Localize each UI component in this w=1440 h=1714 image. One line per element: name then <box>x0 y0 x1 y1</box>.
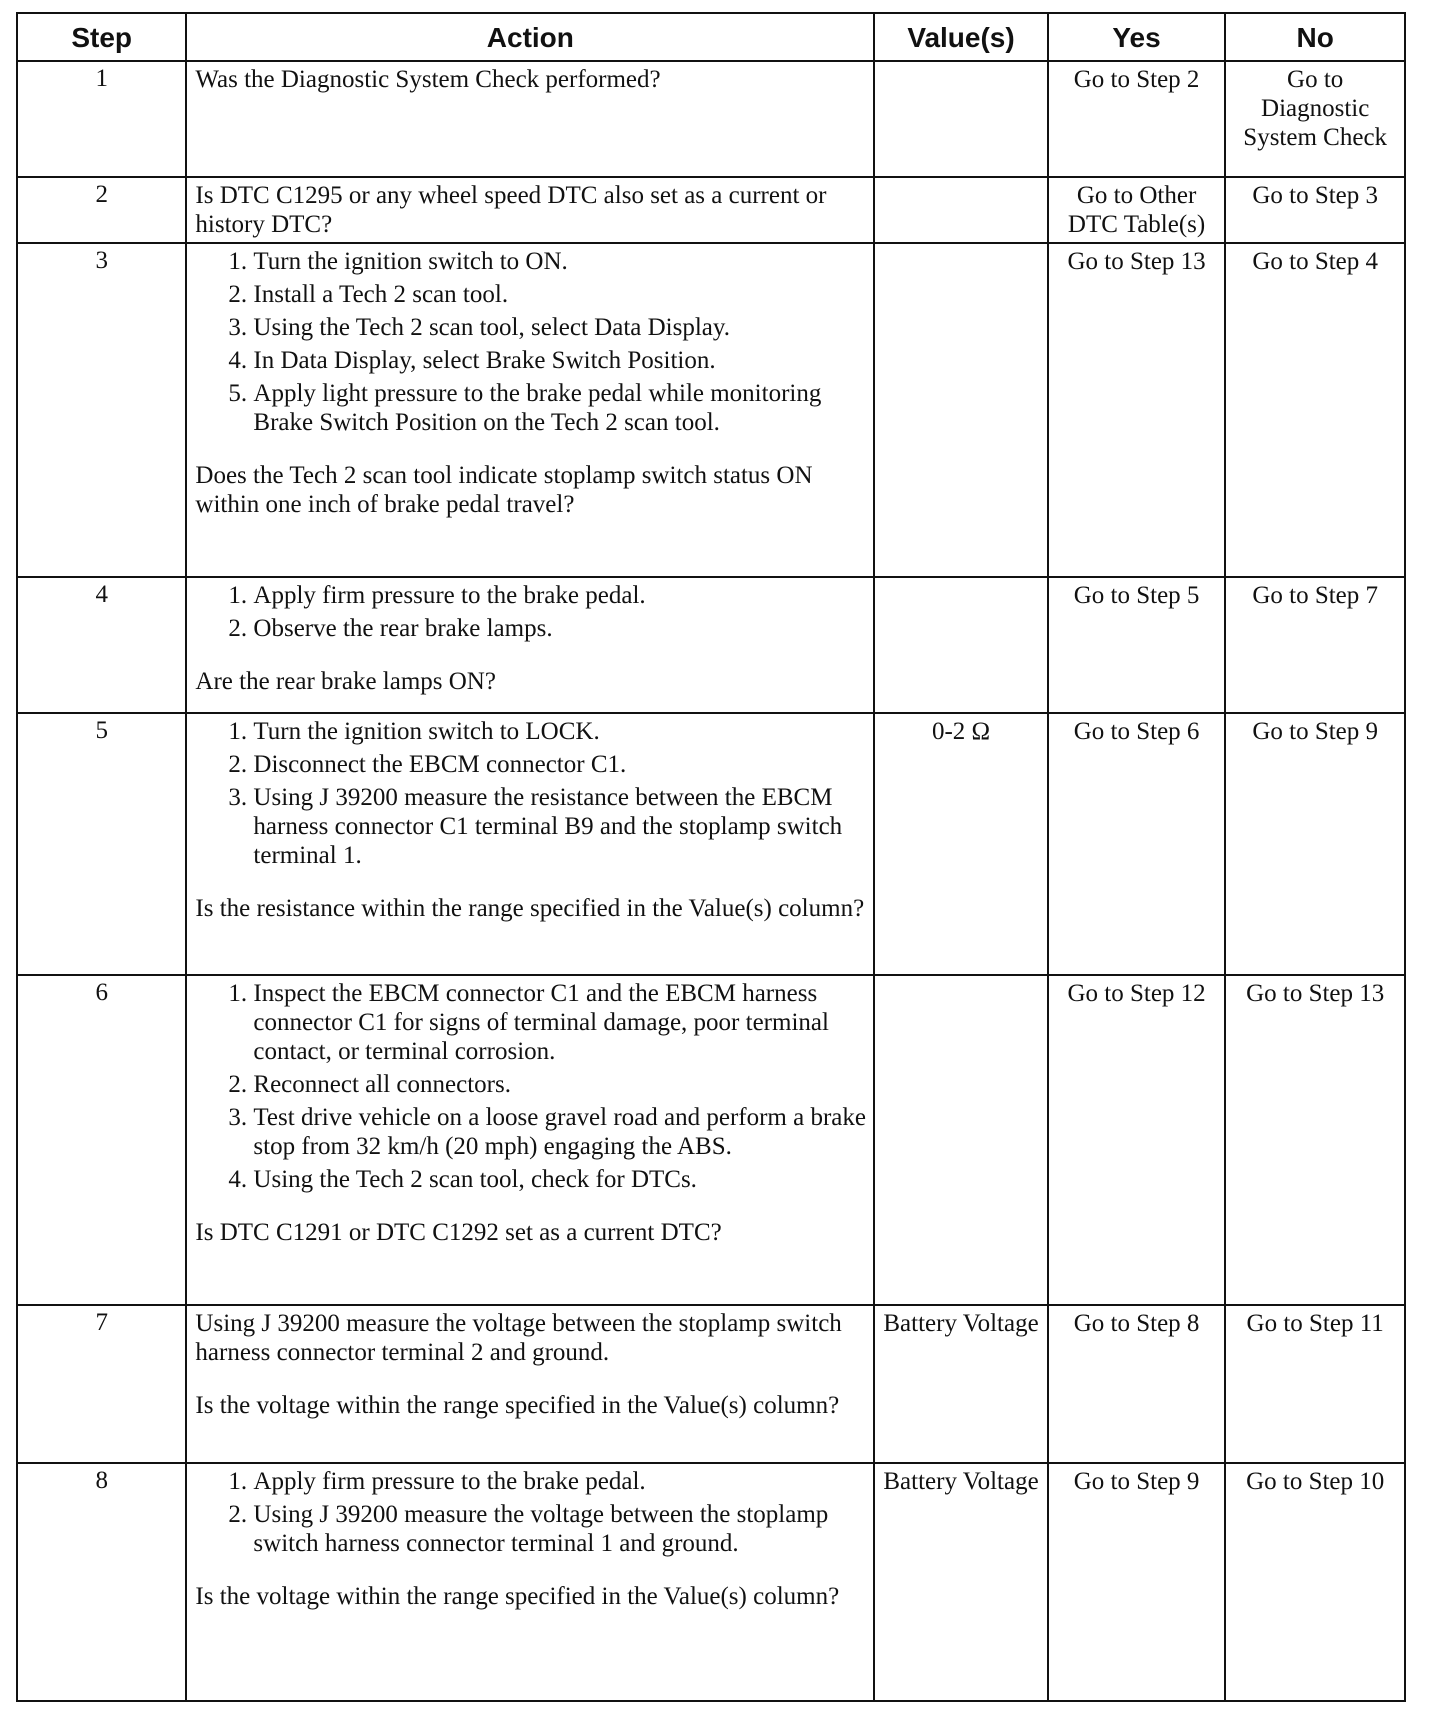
action-cell <box>186 243 874 577</box>
action-instruction: Using J 39200 measure the voltage between the stoplamp switch harness connector terminal 2 and ground. <box>195 1310 842 1366</box>
no-cell: Go to Step 7 <box>1225 577 1405 713</box>
value-cell <box>874 177 1048 243</box>
step-number: 3 <box>17 243 186 577</box>
header-yes: Yes <box>1048 13 1226 61</box>
action-step: 2. Using J 39200 measure the voltage between the stoplamp switch harness connector terminal 1 and ground. <box>253 1500 867 1558</box>
action-question: Is DTC C1295 or any wheel speed DTC also set as a current or history DTC? <box>195 182 827 238</box>
table-row <box>17 177 1405 243</box>
action-cell <box>186 1305 874 1463</box>
action-step: 4. Using the Tech 2 scan tool, check for DTCs. <box>253 1165 867 1194</box>
no-cell: Go to Step 4 <box>1225 243 1405 577</box>
action-step: 3. Using J 39200 measure the resistance between the EBCM harness connector C1 terminal B9 and the stoplamp switch terminal 1. <box>253 783 867 870</box>
action-step: 1. Inspect the EBCM connector C1 and the EBCM harness connector C1 for signs of terminal damage, poor terminal contact, or terminal corrosion. <box>253 979 867 1066</box>
step-number: 1 <box>17 61 186 177</box>
yes-cell: Go to Step 13 <box>1048 243 1226 577</box>
no-cell: Go to Diagnostic System Check <box>1225 61 1405 177</box>
step-number: 5 <box>17 713 186 975</box>
table-row <box>17 975 1405 1305</box>
header-row <box>17 13 1405 61</box>
action-cell <box>186 577 874 713</box>
yes-cell: Go to Step 9 <box>1048 1463 1226 1701</box>
header-no: No <box>1225 13 1405 61</box>
no-cell: Go to Step 9 <box>1225 713 1405 975</box>
no-cell: Go to Step 10 <box>1225 1463 1405 1701</box>
action-cell <box>186 713 874 975</box>
action-step: 1. Turn the ignition switch to LOCK. <box>253 717 867 746</box>
yes-cell: Go to Step 5 <box>1048 577 1226 713</box>
action-steps <box>195 717 867 870</box>
table-row <box>17 61 1405 177</box>
action-cell <box>186 61 874 177</box>
action-question: Was the Diagnostic System Check performed? <box>195 66 661 93</box>
value-cell <box>874 577 1048 713</box>
action-cell <box>186 177 874 243</box>
action-cell <box>186 1463 874 1701</box>
action-step: 2. Reconnect all connectors. <box>253 1070 867 1099</box>
action-step: 2. Disconnect the EBCM connector C1. <box>253 750 867 779</box>
action-cell <box>186 975 874 1305</box>
header-step: Step <box>17 13 186 61</box>
action-question: Does the Tech 2 scan tool indicate stoplamp switch status ON within one inch of brake pedal travel? <box>195 462 813 518</box>
action-step: 3. Test drive vehicle on a loose gravel road and perform a brake stop from 32 km/h (20 mph) engaging the ABS. <box>253 1103 867 1161</box>
action-step: 2. Install a Tech 2 scan tool. <box>253 280 867 309</box>
step-number: 4 <box>17 577 186 713</box>
action-steps <box>195 581 867 643</box>
action-step: 2. Observe the rear brake lamps. <box>253 614 867 643</box>
yes-cell: Go to Step 12 <box>1048 975 1226 1305</box>
action-steps <box>195 247 867 437</box>
action-question: Is the voltage within the range specified in the Value(s) column? <box>195 1583 840 1610</box>
action-question: Is the voltage within the range specified in the Value(s) column? <box>195 1392 840 1419</box>
no-cell: Go to Step 11 <box>1225 1305 1405 1463</box>
step-number: 7 <box>17 1305 186 1463</box>
action-question: Are the rear brake lamps ON? <box>195 668 496 695</box>
step-number: 6 <box>17 975 186 1305</box>
value-cell <box>874 975 1048 1305</box>
diagnostic-table <box>16 12 1406 1702</box>
value-cell <box>874 243 1048 577</box>
action-step: 3. Using the Tech 2 scan tool, select Data Display. <box>253 313 867 342</box>
yes-cell: Go to Step 8 <box>1048 1305 1226 1463</box>
action-steps <box>195 1467 867 1558</box>
action-steps <box>195 979 867 1194</box>
yes-cell: Go to Step 6 <box>1048 713 1226 975</box>
table-row <box>17 1305 1405 1463</box>
action-step: 1. Apply firm pressure to the brake pedal. <box>253 581 867 610</box>
yes-cell: Go to Step 2 <box>1048 61 1226 177</box>
value-cell: Battery Voltage <box>874 1463 1048 1701</box>
no-cell: Go to Step 3 <box>1225 177 1405 243</box>
table-row <box>17 1463 1405 1701</box>
value-cell <box>874 61 1048 177</box>
header-action: Action <box>186 13 874 61</box>
action-step: 1. Apply firm pressure to the brake pedal. <box>253 1467 867 1496</box>
value-cell: Battery Voltage <box>874 1305 1048 1463</box>
action-question: Is DTC C1291 or DTC C1292 set as a current DTC? <box>195 1219 722 1246</box>
table-row <box>17 243 1405 577</box>
action-step: 4. In Data Display, select Brake Switch Position. <box>253 346 867 375</box>
action-question: Is the resistance within the range specified in the Value(s) column? <box>195 895 865 922</box>
yes-cell: Go to Other DTC Table(s) <box>1048 177 1226 243</box>
no-cell: Go to Step 13 <box>1225 975 1405 1305</box>
table-row <box>17 713 1405 975</box>
value-cell: 0-2 Ω <box>874 713 1048 975</box>
step-number: 2 <box>17 177 186 243</box>
table-row <box>17 577 1405 713</box>
step-number: 8 <box>17 1463 186 1701</box>
action-step: 1. Turn the ignition switch to ON. <box>253 247 867 276</box>
action-step: 5. Apply light pressure to the brake pedal while monitoring Brake Switch Position on the Tech 2 scan tool. <box>253 379 867 437</box>
header-value: Value(s) <box>874 13 1048 61</box>
